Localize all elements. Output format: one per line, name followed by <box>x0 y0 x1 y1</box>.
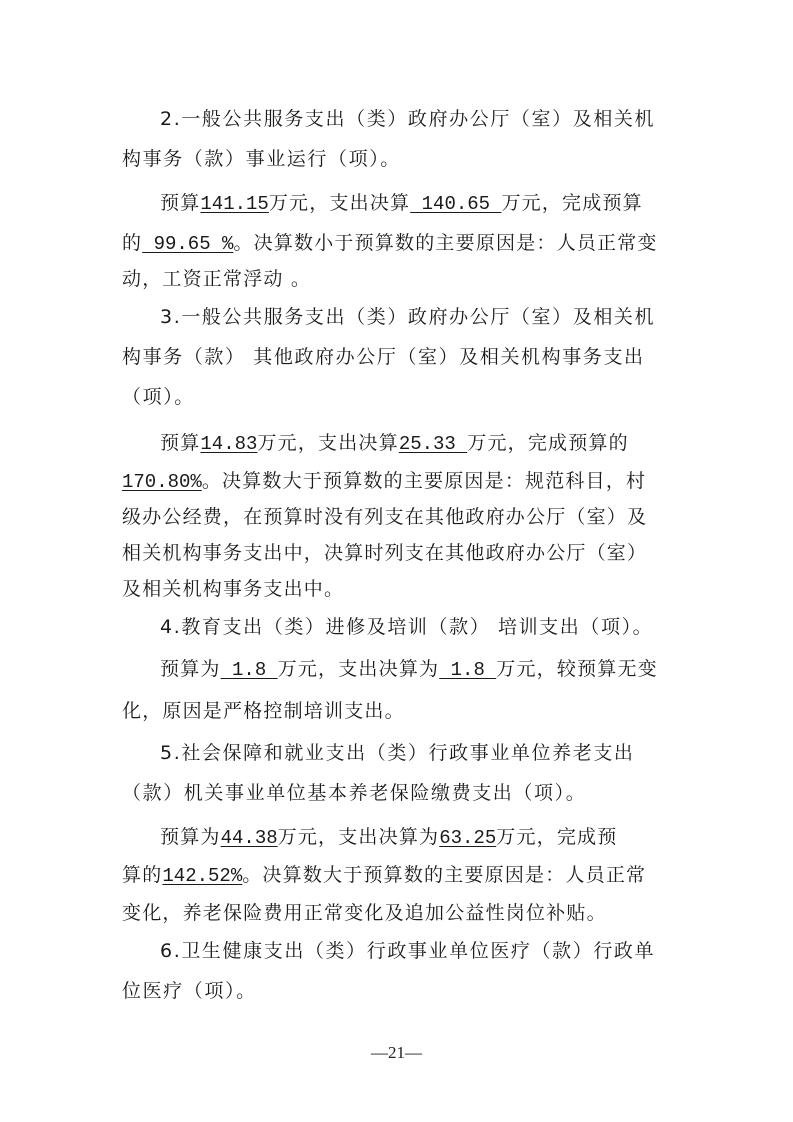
item-3-heading-line1: 3.一般公共服务支出（类）政府办公厅（室）及相关机 <box>160 306 656 328</box>
item-6-heading-line2: 位医疗（项）。 <box>122 980 257 1002</box>
item-2-reason-line2: 动，工资正常浮动 。 <box>122 268 312 290</box>
unit-text: 万元，较预算无变 <box>496 658 658 680</box>
unit-text: 万元，完成预算的 <box>467 432 629 454</box>
item-3-heading-line2: 构事务（款） 其他政府办公厅（室）及相关机构事务支出 <box>122 346 645 368</box>
actual-value: 140.65 <box>410 193 502 215</box>
item-3-budget-line <box>160 430 629 457</box>
item-5-heading-line2: （款）机关事业单位基本养老保险缴费支出（项）。 <box>122 782 587 804</box>
item-2-rate-line <box>122 230 658 257</box>
budget-value: 1.8 <box>220 659 278 681</box>
item-2-heading-line1: 2.一般公共服务支出（类）政府办公厅（室）及相关机 <box>160 108 656 130</box>
rate-value: 170.80% <box>122 471 202 493</box>
item-3-rate-line <box>122 468 646 495</box>
budget-prefix: 预算为 <box>160 826 221 848</box>
budget-value: 44.38 <box>220 827 278 849</box>
item-5-budget-line <box>160 824 617 851</box>
budget-prefix: 预算 <box>160 192 201 214</box>
rate-prefix: 的 <box>122 232 143 254</box>
item-2-budget-line <box>160 190 643 217</box>
budget-value: 14.83 <box>200 433 258 455</box>
unit-text: 万元，支出决算为 <box>277 658 440 680</box>
actual-value: 25.33 <box>398 433 468 455</box>
reason-text: 。决算数大于预算数的主要原因是：规范科目，村 <box>201 470 647 492</box>
unit-text: 万元，支出决算为 <box>277 826 440 848</box>
unit-text: 万元，完成预算 <box>501 192 643 214</box>
unit-text: 万元，支出决算 <box>268 192 411 214</box>
actual-value: 1.8 <box>439 659 497 681</box>
item-5-rate-line <box>122 862 646 889</box>
reason-text: 。决算数小于预算数的主要原因是：人员正常变 <box>233 232 658 254</box>
item-6-heading-line1: 6.卫生健康支出（类）行政事业单位医疗（款）行政单 <box>160 940 656 962</box>
item-5-reason-line2: 变化，养老保险费用正常变化及追加公益性岗位补贴。 <box>122 902 607 924</box>
item-2-heading-line2: 构事务（款）事业运行（项）。 <box>122 148 401 170</box>
rate-value: 99.65 % <box>142 233 234 255</box>
item-3-reason-line3: 相关机构事务支出中，决算时列支在其他政府办公厅（室） <box>122 542 648 564</box>
item-4-reason-line2: 化，原因是严格控制培训支出。 <box>122 700 405 722</box>
unit-text: 万元，支出决算 <box>257 432 399 454</box>
rate-prefix: 算的 <box>122 864 163 886</box>
budget-prefix: 预算 <box>160 432 201 454</box>
item-4-budget-line <box>160 656 658 683</box>
page-number: —21— <box>371 1043 422 1062</box>
budget-value: 141.15 <box>200 193 269 215</box>
item-3-heading-line3: （项）。 <box>122 386 195 408</box>
unit-text: 万元，完成预 <box>496 826 618 848</box>
rate-value: 142.52% <box>162 865 243 887</box>
actual-value: 63.25 <box>439 827 497 849</box>
reason-text: 。决算数大于预算数的主要原因是：人员正常 <box>242 864 647 886</box>
item-3-reason-line4: 及相关机构事务支出中。 <box>122 578 345 600</box>
budget-prefix: 预算为 <box>160 658 221 680</box>
item-4-heading-line1: 4.教育支出（类）进修及培训（款） 培训支出（项）。 <box>160 616 654 638</box>
item-5-heading-line1: 5.社会保障和就业支出（类）行政事业单位养老支出 <box>160 742 635 764</box>
item-3-reason-line2: 级办公经费，在预算时没有列支在其他政府办公厅（室）及 <box>122 506 648 528</box>
